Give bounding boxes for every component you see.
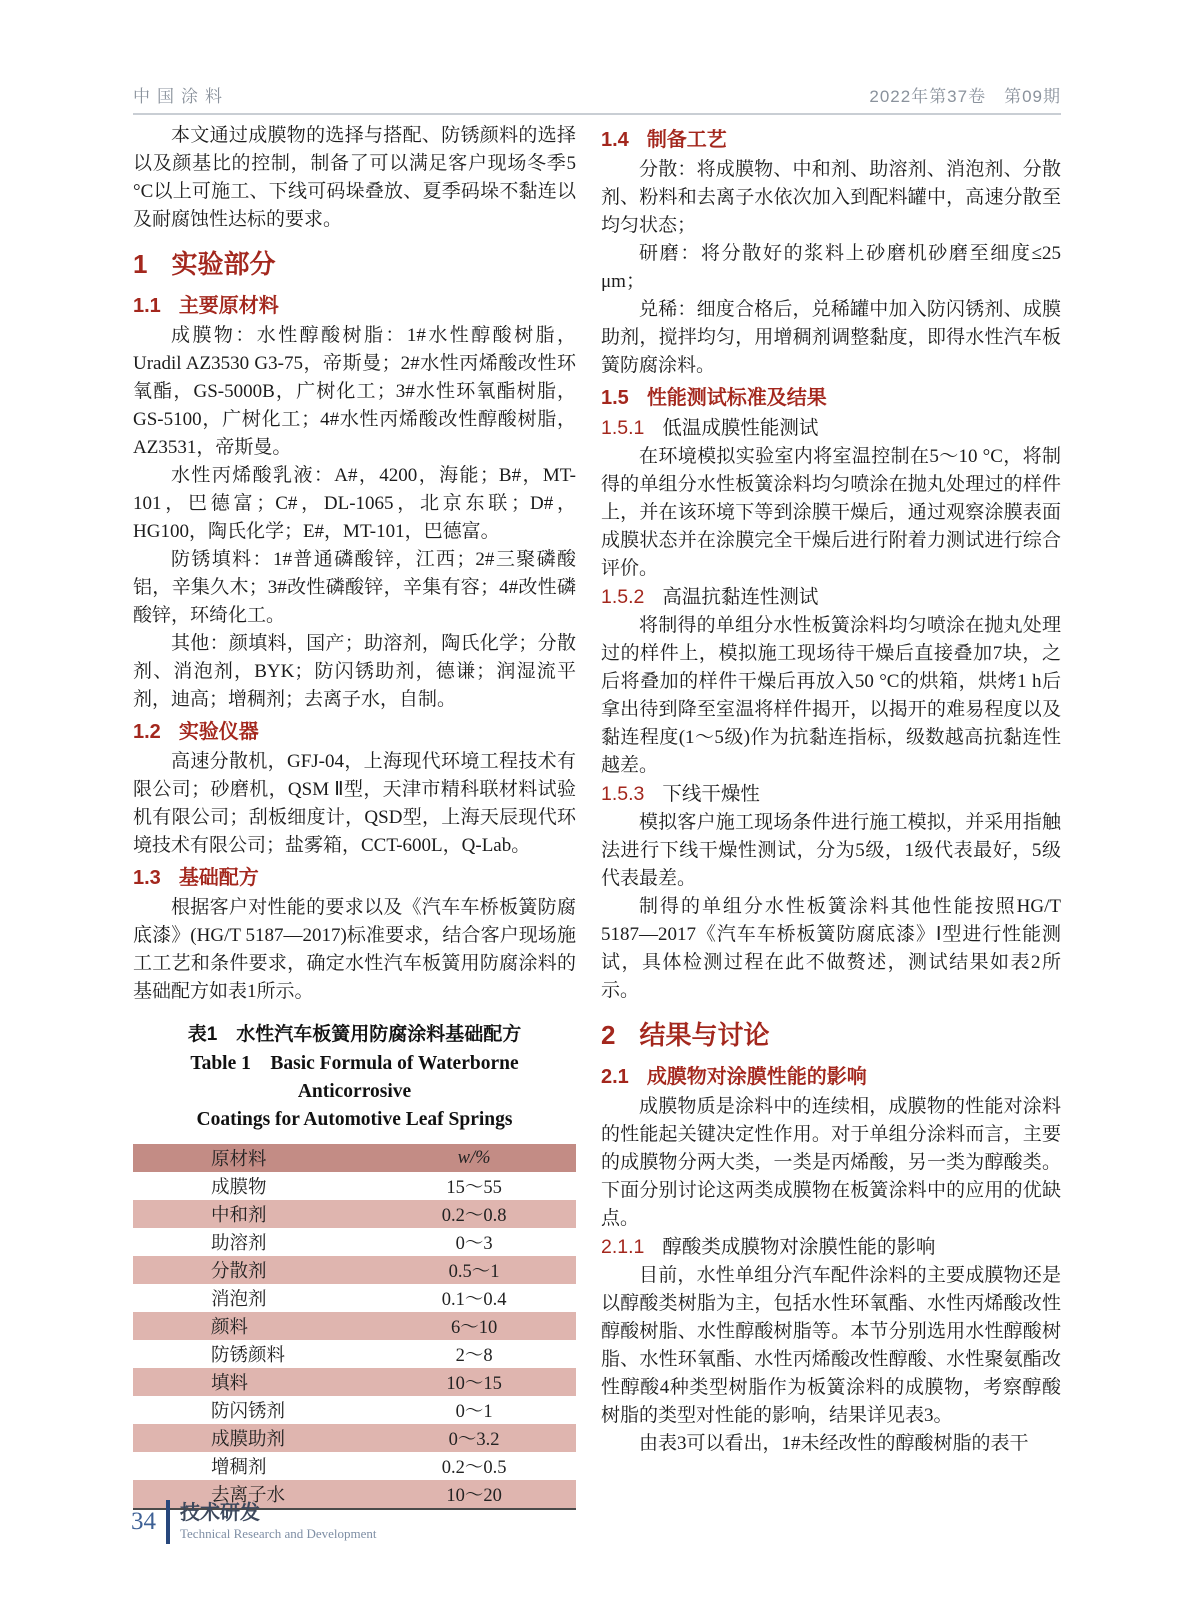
footer-section-title: 技术研发	[180, 1502, 260, 1524]
material-value: 10～20	[372, 1480, 576, 1509]
section-title: 实验仪器	[178, 721, 259, 743]
material-name: 成膜助剂	[133, 1424, 372, 1452]
paragraph-materials-others: 其他：颜填料，国产；助溶剂，陶氏化学；分散剂、消泡剂，BYK；防闪锈助剂，德谦；润湿流平剂，迪高；增稠剂；去离子水，自制。	[133, 633, 576, 710]
paragraph-materials-emulsions: 水性丙烯酸乳液：A#，4200，海能；B#，MT-101，巴德富；C#，DL-1065，北京东联；D#，HG100，陶氏化学；E#，MT-101，巴德富。	[133, 465, 576, 542]
section-number: 2.1.1	[601, 1236, 645, 1258]
material-name: 消泡剂	[211, 1290, 267, 1310]
section-number: 1.5.1	[601, 417, 645, 439]
material-value: 6～10	[372, 1312, 576, 1340]
paragraph-base-formula: 根据客户对性能的要求以及《汽车车桥板簧防腐底漆》(HG/T 5187—2017)标准要求，结合客户现场施工工艺和条件要求，确定水性汽车板簧用防腐涂料的基础配方如表1所示。	[133, 897, 576, 1002]
section-2-1-heading	[601, 1063, 1061, 1091]
section-number: 1	[133, 249, 148, 279]
table-1-caption	[133, 1020, 576, 1134]
section-1-5-2-heading	[601, 583, 1061, 612]
section-1-heading	[133, 246, 576, 282]
section-title: 结果与讨论	[639, 1020, 770, 1050]
section-1-4-heading	[601, 126, 1061, 154]
table-row	[133, 1172, 576, 1200]
material-name: 去离子水	[133, 1480, 372, 1509]
section-number: 1.5.3	[601, 783, 645, 805]
material-name: 助溶剂	[211, 1234, 267, 1254]
section-title: 性能测试标准及结果	[646, 387, 827, 409]
material-name: 增稠剂	[211, 1458, 267, 1478]
section-title: 醇酸类成膜物对涂膜性能的影响	[662, 1237, 936, 1258]
table-row	[133, 1200, 576, 1228]
material-value: 0～3.2	[372, 1424, 576, 1452]
paragraph-instruments: 高速分散机，GFJ-04，上海现代环境工程技术有限公司；砂磨机，QSM Ⅱ型，天津市精科联材料试验机有限公司；刮板细度计，QSD型，上海天辰现代环境技术有限公司；盐雾箱，CCT-600L，Q-Lab。	[133, 751, 576, 856]
section-title: 下线干燥性	[662, 784, 760, 805]
column-left	[133, 122, 576, 1510]
section-title: 制备工艺	[646, 129, 727, 151]
section-1-3-heading	[133, 864, 576, 892]
intro-paragraph: 本文通过成膜物的选择与搭配、防锈颜料的选择以及颜基比的控制，制备了可以满足客户现场冬季5 °C以上可施工、下线可码垛叠放、夏季码垛不黏连以及耐腐蚀性达标的要求。	[133, 125, 576, 230]
footer-section	[180, 1501, 377, 1543]
material-name: 成膜物	[211, 1178, 267, 1198]
paragraph-dilution: 兑稀：细度合格后，兑稀罐中加入防闪锈剂、成膜助剂，搅拌均匀，用增稠剂调整黏度，即得水性汽车板簧防腐涂料。	[601, 299, 1061, 376]
section-title: 实验部分	[171, 249, 276, 279]
section-title: 高温抗黏连性测试	[662, 587, 819, 608]
table-1-caption-zh: 表1 水性汽车板簧用防腐涂料基础配方	[187, 1024, 522, 1045]
page-footer	[131, 1500, 377, 1544]
material-value: 10～15	[372, 1368, 576, 1396]
table-row	[133, 1424, 576, 1452]
table-row	[133, 1228, 576, 1256]
table-row	[133, 1396, 576, 1424]
material-name: 颜料	[133, 1312, 372, 1340]
journal-name: 中国涂料	[133, 87, 229, 106]
section-number: 2.1	[601, 1066, 629, 1088]
material-value: 2～8	[455, 1346, 493, 1366]
material-value: 0.2～0.8	[372, 1200, 576, 1228]
table-header-weight-percent: w/%	[372, 1144, 576, 1172]
section-number: 1.3	[133, 867, 161, 889]
table-row	[133, 1256, 576, 1284]
material-name: 分散剂	[133, 1256, 372, 1284]
material-value: 0.1～0.4	[441, 1290, 507, 1310]
paragraph-alkyd-types: 目前，水性单组分汽车配件涂料的主要成膜物还是以醇酸类树脂为主，包括水性环氧酯、水性丙烯酸改性醇酸树脂、水性醇酸树脂等。本节分别选用水性醇酸树脂、水性环氧酯、水性丙烯酸改性醇酸、水性聚氨酯改性醇酸4种类型树脂作为板簧涂料的成膜物，考察醇酸树脂的类型对性能的影响，结果详见表3。	[601, 1265, 1061, 1426]
paragraph-grinding: 研磨：将分散好的浆料上砂磨机砂磨至细度≤25 μm；	[601, 243, 1061, 292]
paragraph-offline-drying-2: 制得的单组分水性板簧涂料其他性能按照HG/T 5187—2017《汽车车桥板簧防腐底漆》Ⅰ型进行性能测试，具体检测过程在此不做赘述，测试结果如表2所示。	[601, 896, 1061, 1001]
footer-divider-bar	[166, 1500, 170, 1544]
column-right	[601, 122, 1061, 1458]
table-1-caption-en-line2: Coatings for Automotive Leaf Springs	[196, 1109, 513, 1130]
section-number: 1.5.2	[601, 586, 645, 608]
paragraph-table3-result-partial: 由表3可以看出，1#未经改性的醇酸树脂的表干	[639, 1433, 1029, 1454]
section-number: 1.2	[133, 721, 161, 743]
section-2-heading	[601, 1017, 1061, 1053]
section-title: 低温成膜性能测试	[662, 418, 819, 439]
section-1-2-heading	[133, 718, 576, 746]
paragraph-low-temp-test: 在环境模拟实验室内将室温控制在5～10 °C，将制得的单组分水性板簧涂料均匀喷涂在抛丸处理过的样件上，并在该环境下等到涂膜干燥后，通过观察涂膜表面成膜状态并在涂膜完全干燥后进行附着力测试进行综合评价。	[601, 446, 1061, 579]
section-2-1-1-heading	[601, 1233, 1061, 1262]
material-value: 0.2～0.5	[441, 1458, 507, 1478]
page-number: 34	[131, 1508, 156, 1535]
section-title: 主要原材料	[178, 295, 279, 317]
material-value: 0.5～1	[372, 1256, 576, 1284]
table-row	[133, 1284, 576, 1312]
section-1-5-1-heading	[601, 414, 1061, 443]
section-1-5-3-heading	[601, 780, 1061, 809]
table-row	[133, 1452, 576, 1480]
section-number: 1.4	[601, 129, 629, 151]
material-name: 中和剂	[133, 1200, 372, 1228]
table-header-row	[133, 1144, 576, 1172]
section-1-1-heading	[133, 292, 576, 320]
material-name: 填料	[133, 1368, 372, 1396]
table-header-material: 原材料	[133, 1144, 372, 1172]
paragraph-film-former-influence: 成膜物质是涂料中的连续相，成膜物的性能对涂料的性能起关键决定性作用。对于单组分涂料而言，主要的成膜物分两大类，一类是丙烯酸，另一类为醇酸类。下面分别讨论这两类成膜物在板簧涂料中的应用的优缺点。	[601, 1096, 1061, 1229]
section-title: 成膜物对涂膜性能的影响	[646, 1066, 867, 1088]
paragraph-materials-binders: 成膜物：水性醇酸树脂：1#水性醇酸树脂，Uradil AZ3530 G3-75，帝斯曼；2#水性丙烯酸改性环氧酯，GS-5000B，广树化工；3#水性环氧酯树脂，GS-5100，广树化工；4#水性丙烯酸改性醇酸树脂，AZ3531，帝斯曼。	[133, 325, 576, 458]
paragraph-materials-antirust: 防锈填料：1#普通磷酸锌，江西；2#三聚磷酸铝，辛集久木；3#改性磷酸锌，辛集有容；4#改性磷酸锌，环绮化工。	[133, 549, 576, 626]
table-1-caption-en-line1: Table 1 Basic Formula of Waterborne Anticorrosive	[190, 1053, 519, 1102]
material-name: 防锈颜料	[211, 1346, 286, 1366]
section-title: 基础配方	[178, 867, 259, 889]
footer-section-subtitle: Technical Research and Development	[180, 1526, 377, 1541]
paragraph-dispersion: 分散：将成膜物、中和剂、助溶剂、消泡剂、分散剂、粉料和去离子水依次加入到配料罐中，高速分散至均匀状态；	[601, 159, 1061, 236]
section-number: 2	[601, 1020, 616, 1050]
section-number: 1.1	[133, 295, 161, 317]
table-row	[133, 1340, 576, 1368]
material-value: 0～3	[455, 1234, 493, 1254]
page-header	[133, 82, 1061, 115]
table-row	[133, 1368, 576, 1396]
paragraph-anti-blocking-test: 将制得的单组分水性板簧涂料均匀喷涂在抛丸处理过的样件上，模拟施工现场待干燥后直接叠加7块，之后将叠加的样件干燥后再放入50 °C的烘箱，烘烤1 h后拿出待到降至室温将样件揭开，以揭开的难易程度以及黏连程度(1～5级)作为抗黏连指标，级数越高抗黏连性越差。	[601, 615, 1061, 776]
material-value: 15～55	[446, 1178, 502, 1198]
paragraph-offline-drying-1: 模拟客户施工现场条件进行施工模拟，并采用指触法进行下线干燥性测试，分为5级，1级代表最好，5级代表最差。	[601, 812, 1061, 889]
issue-info: 2022年第37卷 第09期	[869, 87, 1061, 106]
material-value: 0～1	[455, 1402, 493, 1422]
material-name: 防闪锈剂	[211, 1402, 286, 1422]
table-1	[133, 1144, 576, 1510]
section-1-5-heading	[601, 384, 1061, 412]
table-row	[133, 1312, 576, 1340]
section-number: 1.5	[601, 387, 629, 409]
